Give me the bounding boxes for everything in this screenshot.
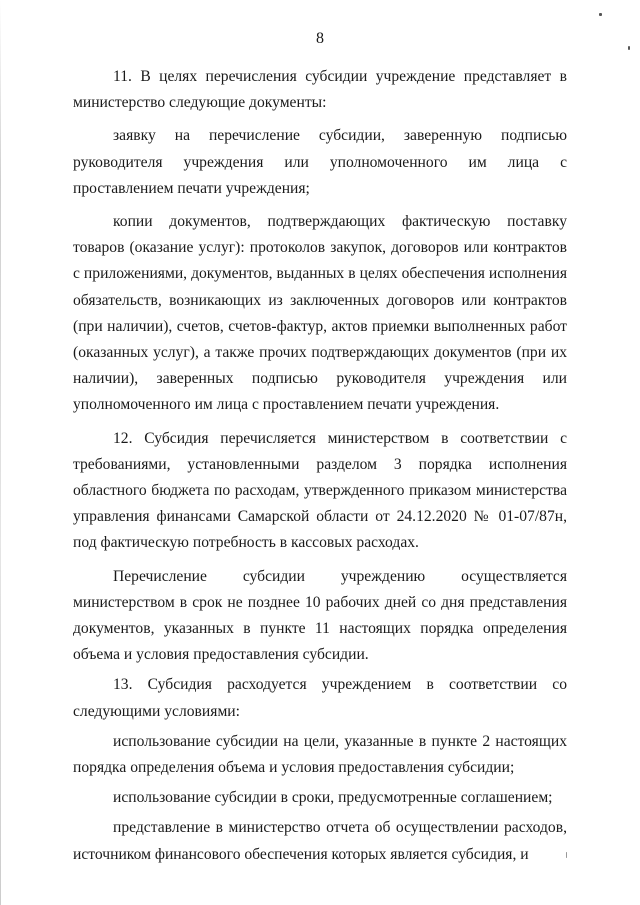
paragraph-11-intro: 11. В целях перечисления субсидии учреждение представляет в министерство следующие документы: <box>73 68 567 112</box>
scan-speck-top-right <box>599 13 602 16</box>
scan-speck-right <box>628 46 630 50</box>
page-number: 8 <box>316 30 324 47</box>
paragraph-condition-terms: использование субсидии в сроки, предусмотренные соглашением; <box>113 789 553 807</box>
paragraph-transfer-deadline: Перечисление субсидии учреждению осуществляется министерством в срок не позднее 10 рабочих дней со дня представления документов, указанных в пункте 11 настоящих порядка определения объема и условия предоставления субсидии. <box>73 567 567 664</box>
paragraph-document-copies-item: копии документов, подтверждающих фактическую поставку товаров (оказание услуг): протоколов закупок, договоров или контрактов с приложениями, документов, выданных в целях обеспечения исполнения обязательств, возникающих из заключенных договоров или контрактов (при наличии), счетов, счетов-фактур, актов приемки выполненных работ (оказанных услуг), а также прочих подтверждающих документов (при их наличии), заверенных подписью руководителя учреждения или уполномоченного им лица с проставлением печати учреждения. <box>73 213 567 414</box>
document-body <box>73 64 567 868</box>
paragraph-13-intro: 13. Субсидия расходуется учреждением в соответствии со следующими условиями: <box>73 676 567 720</box>
paragraph-condition-report: представление в министерство отчета об осуществлении расходов, источником финансового обеспечения которых является субсидия, и <box>73 819 567 863</box>
paragraph-condition-purpose: использование субсидии на цели, указанные в пункте 2 настоящих порядка определения объема и условия предоставления субсидии; <box>73 732 567 777</box>
paragraph-application-item: заявку на перечисление субсидии, заверенную подписью руководителя учреждения или уполномоченного им лица с проставлением печати учреждения; <box>73 127 567 197</box>
paragraph-12: 12. Субсидия перечисляется министерством в соответствии с требованиями, установленными разделом 3 порядка исполнения областного бюджета по расходам, утвержденного приказом министерства управления финансами Самарской области от 24.12.2020 № 01-07/87н, под фактическую потребность в кассовых расходах. <box>73 429 567 552</box>
scan-edge-shadow <box>0 0 1 905</box>
scan-speck-bottom <box>566 852 567 858</box>
